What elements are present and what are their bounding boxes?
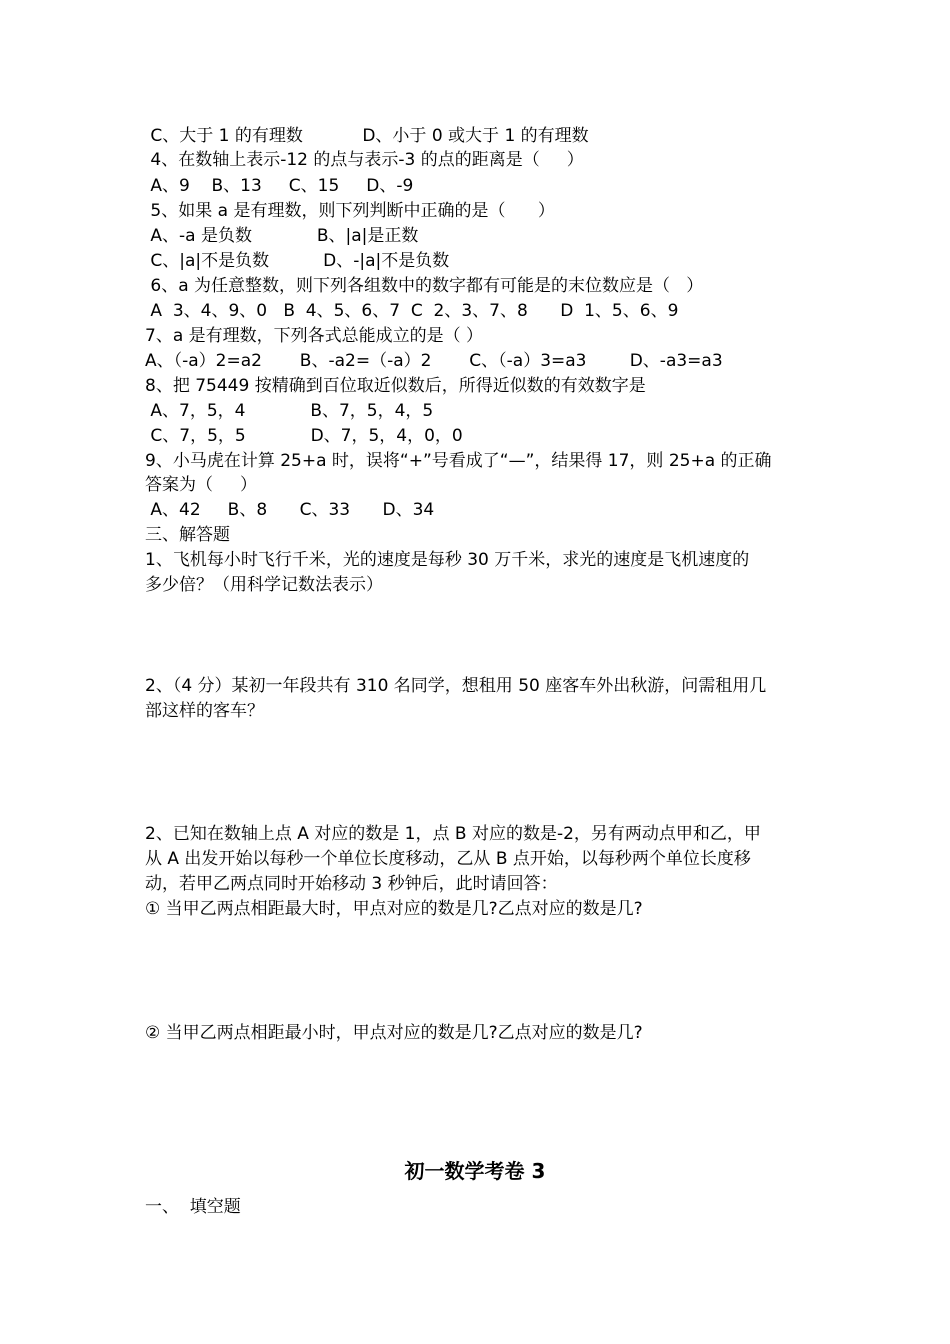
question-7: 7、a 是有理数，下列各式总能成立的是（ ）: [145, 326, 484, 346]
problem-3-part-2: ② 当甲乙两点相距最小时，甲点对应的数是几?乙点对应的数是几?: [145, 1023, 643, 1043]
section-heading-3: 三、解答题: [145, 525, 230, 545]
question-8-options-cd: C、7，5，5 D、7，5，4，0，0: [145, 426, 463, 446]
question-9-cont: 答案为（ ）: [145, 475, 258, 495]
problem-3-line-3: 动，若甲乙两点同时开始移动 3 秒钟后，此时请回答：: [145, 874, 558, 894]
question-9-options: A、42 B、8 C、33 D、34: [145, 500, 435, 520]
question-5-options-cd: C、|a|不是负数 D、-|a|不是负数: [145, 251, 450, 271]
problem-2-cont: 部这样的客车？: [145, 701, 264, 721]
question-5: 5、如果 a 是有理数，则下列判断中正确的是（ ）: [145, 201, 555, 221]
problem-3-part-1: ① 当甲乙两点相距最大时，甲点对应的数是几?乙点对应的数是几?: [145, 899, 643, 919]
problem-3-line-2: 从 A 出发开始以每秒一个单位长度移动，乙从 B 点开始，以每秒两个单位长度移: [145, 849, 751, 869]
question-8: 8、把 75449 按精确到百位取近似数后，所得近似数的有效数字是: [145, 376, 646, 396]
exam-title: 初一数学考卷 3: [404, 1159, 546, 1183]
question-5-options-ab: A、-a 是负数 B、|a|是正数: [145, 226, 419, 246]
problem-1: 1、飞机每小时飞行千米，光的速度是每秒 30 万千米，求光的速度是飞机速度的: [145, 550, 750, 570]
question-6-options: A 3、4、9、0 B 4、5、6、7 C 2、3、7、8 D 1、5、6、9: [145, 301, 679, 321]
question-8-options-ab: A、7，5，4 B、7，5，4，5: [145, 401, 434, 421]
problem-3: 2、已知在数轴上点 A 对应的数是 1，点 B 对应的数是-2，另有两动点甲和乙，甲: [145, 824, 761, 844]
section-heading-1: 一、 填空题: [145, 1197, 241, 1217]
question-9: 9、小马虎在计算 25+a 时，误将“+”号看成了“—”，结果得 17，则 25+a 的正确: [145, 451, 772, 471]
problem-1-cont: 多少倍？（用科学记数法表示）: [145, 575, 383, 595]
question-4: 4、在数轴上表示-12 的点与表示-3 的点的距离是（ ）: [145, 150, 584, 170]
problem-2: 2、（4 分）某初一年段共有 310 名同学，想租用 50 座客车外出秋游，问需租用几: [145, 676, 767, 696]
question-6: 6、a 为任意整数，则下列各组数中的数字都有可能是的末位数应是（ ）: [145, 276, 704, 296]
question-7-options: A、（-a）2=a2 B、-a2=（-a）2 C、（-a）3=a3 D、-a3=a3: [145, 351, 723, 371]
question-4-options: A、9 B、13 C、15 D、-9: [145, 176, 414, 196]
option-line-3cd: C、大于 1 的有理数 D、小于 0 或大于 1 的有理数: [145, 126, 589, 146]
